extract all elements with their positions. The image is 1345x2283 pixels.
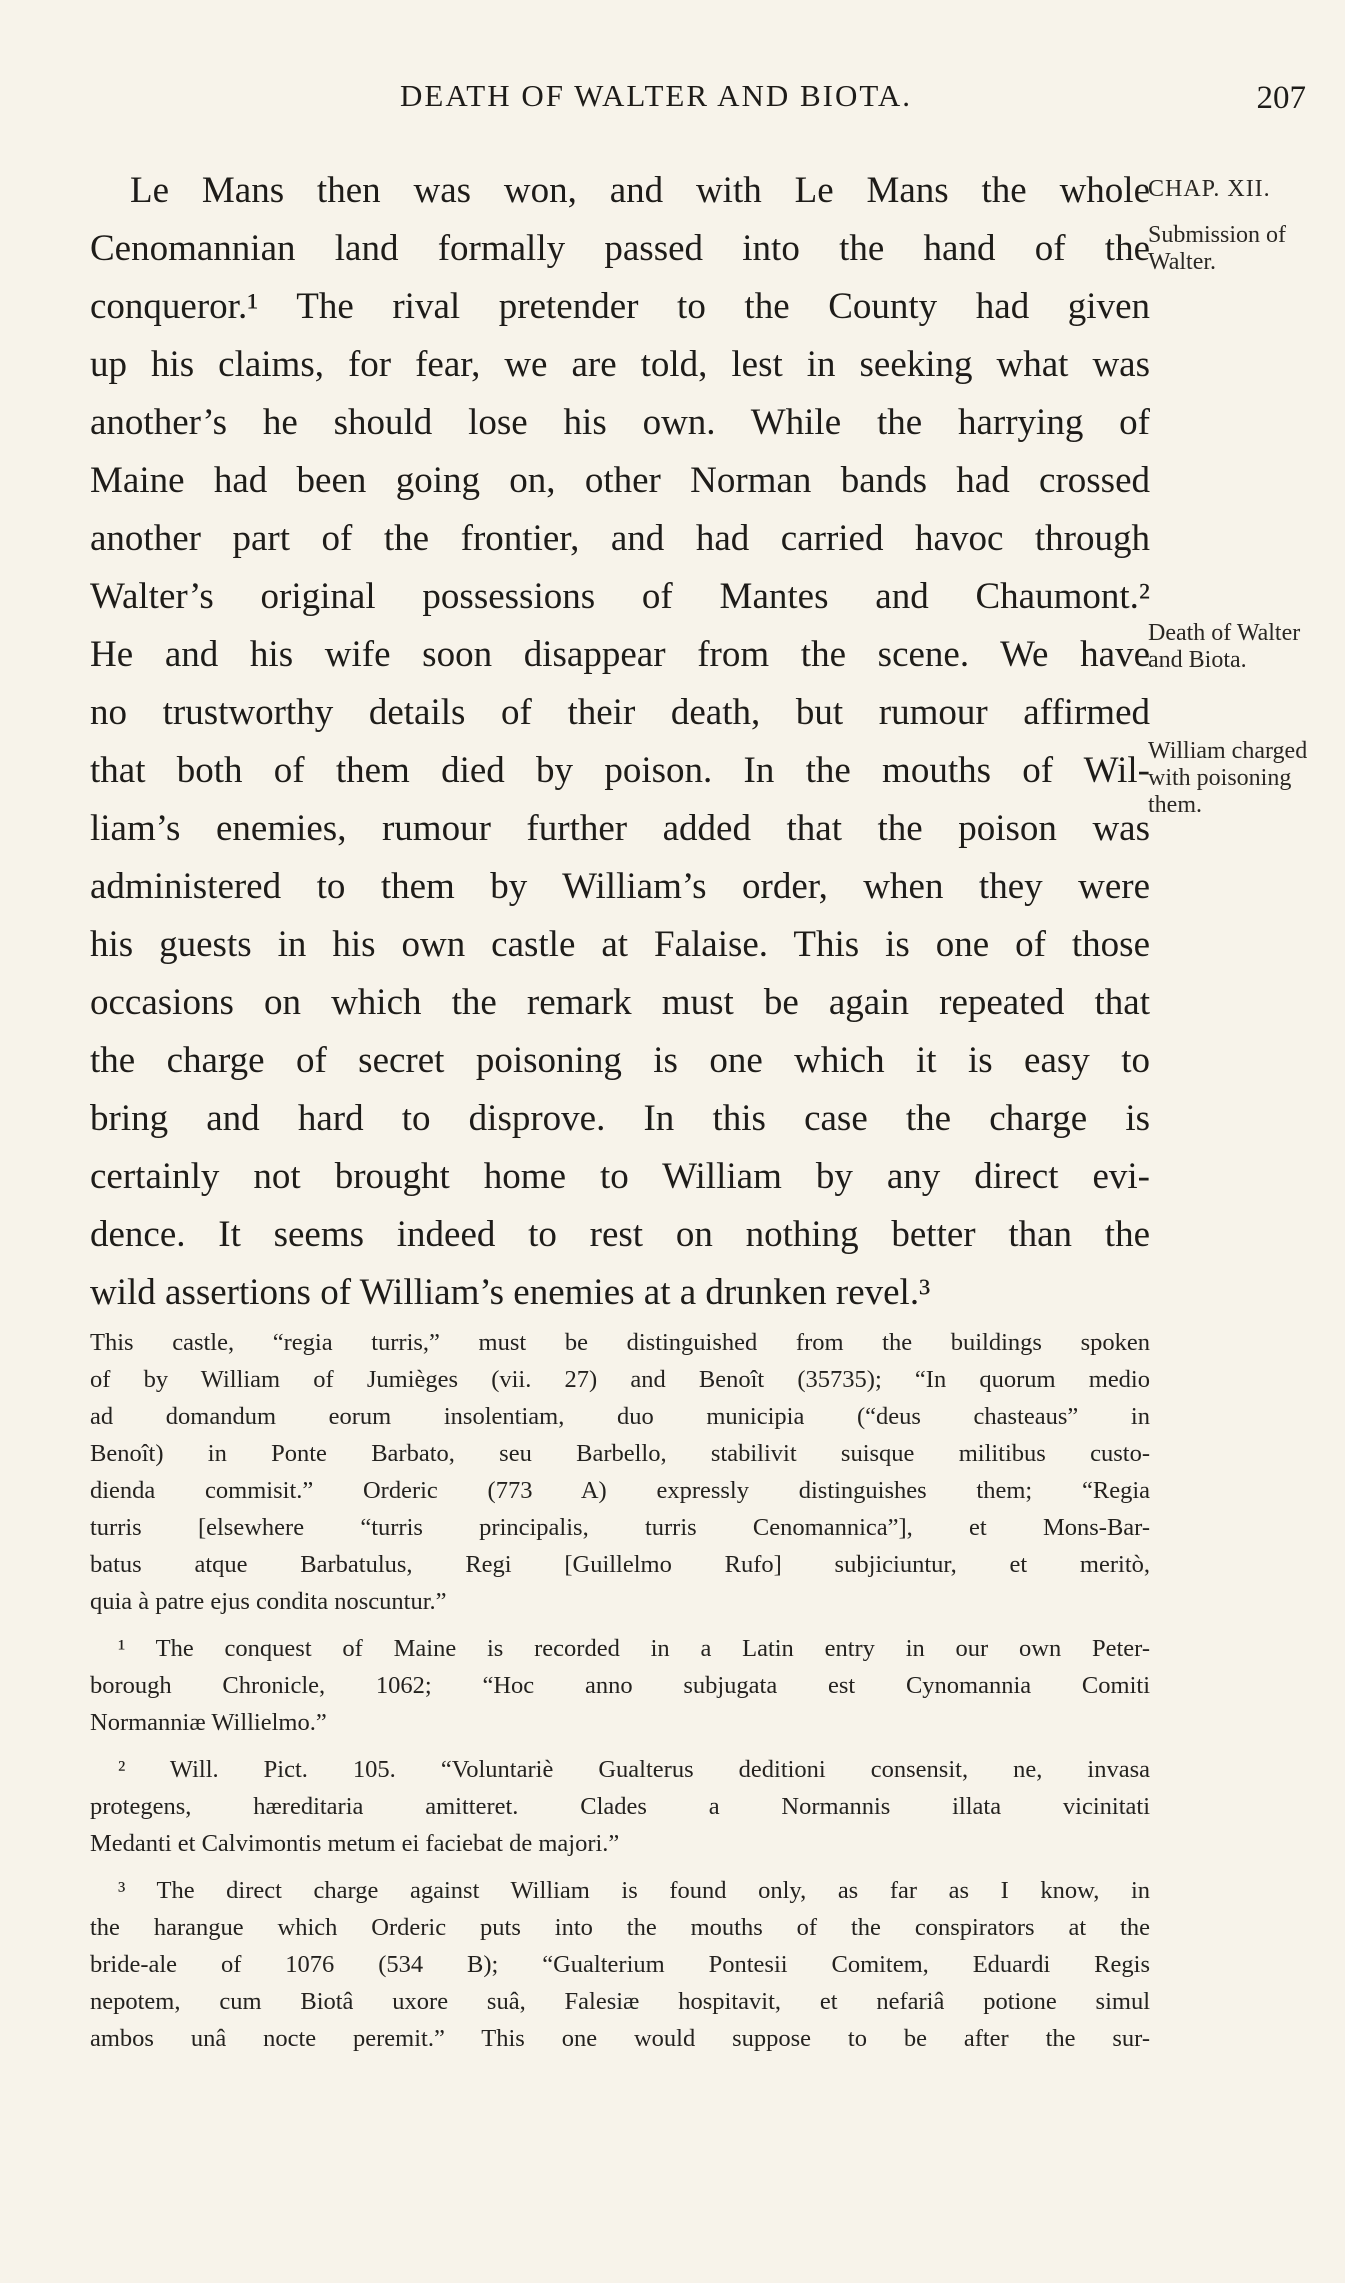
footnote-line: of by William of Jumièges (vii. 27) and Benoît (35735); “In quorum medio xyxy=(90,1366,1150,1393)
text-line: administered to them by William’s order, when they were xyxy=(90,866,1150,907)
text-line: up his claims, for fear, we are told, lest in seeking what was xyxy=(90,344,1150,385)
footnote-line: the harangue which Orderic puts into the mouths of the conspirators at the xyxy=(90,1914,1150,1941)
footnote-line: This castle, “regia turris,” must be distinguished from the buildings spoken xyxy=(90,1329,1150,1356)
text-line: liam’s enemies, rumour further added that the poison was xyxy=(90,808,1150,849)
main-text xyxy=(90,162,1150,1322)
footnote-line: dienda commisit.” Orderic (773 A) expressly distinguishes them; “Regia xyxy=(90,1477,1150,1504)
margin-note-poisoning: William charged with poisoning them. xyxy=(1148,738,1308,818)
margin-note-submission: Submission of Walter. xyxy=(1148,222,1287,275)
text-line: another part of the frontier, and had carried havoc through xyxy=(90,518,1150,559)
footnote-line: nepotem, cum Biotâ uxore suâ, Falesiæ hospitavit, et nefariâ potione simul xyxy=(90,1988,1150,2015)
footnote-line: Normanniæ Willielmo.” xyxy=(90,1709,327,1736)
text-line: dence. It seems indeed to rest on nothing better than the xyxy=(90,1214,1150,1255)
footnote-line: turris [elsewhere “turris principalis, turris Cenomannica”], et Mons-Bar- xyxy=(90,1514,1150,1541)
footnote-1: ¹ The conquest of Maine is recorded in a Latin entry in our own Peter- xyxy=(118,1635,1150,1662)
text-line: occasions on which the remark must be again repeated that xyxy=(90,982,1150,1023)
margin-chapter-label: CHAP. XII. xyxy=(1148,176,1271,202)
footnote-line: quia à patre ejus condita noscuntur.” xyxy=(90,1588,447,1615)
running-head-title: DEATH OF WALTER AND BIOTA. xyxy=(400,78,912,113)
text-line: Cenomannian land formally passed into the hand of the xyxy=(90,228,1150,269)
footnote-2: ² Will. Pict. 105. “Voluntariè Gualterus deditioni consensit, ne, invasa xyxy=(118,1756,1150,1783)
text-line: Maine had been going on, other Norman bands had crossed xyxy=(90,460,1150,501)
footnote-line: Benoît) in Ponte Barbato, seu Barbello, stabilivit suisque militibus custo- xyxy=(90,1440,1150,1467)
text-line: another’s he should lose his own. While the harrying of xyxy=(90,402,1150,443)
footnote-3: ³ The direct charge against William is found only, as far as I know, in xyxy=(118,1877,1150,1904)
running-head xyxy=(86,70,1306,130)
footnote-line: bride-ale of 1076 (534 B); “Gualterium Pontesii Comitem, Eduardi Regis xyxy=(90,1951,1150,1978)
page-number: 207 xyxy=(1256,80,1306,116)
footnote-line: ambos unâ nocte peremit.” This one would suppose to be after the sur- xyxy=(90,2025,1150,2052)
footnote-line: protegens, hæreditaria amitteret. Clades a Normannis illata vicinitati xyxy=(90,1793,1150,1820)
footnote-line: Medanti et Calvimontis metum ei faciebat de majori.” xyxy=(90,1830,620,1857)
footnote-line: ad domandum eorum insolentiam, duo municipia (“deus chasteaus” in xyxy=(90,1403,1150,1430)
footnote-line: borough Chronicle, 1062; “Hoc anno subjugata est Cynomannia Comiti xyxy=(90,1672,1150,1699)
text-line: wild assertions of William’s enemies at a drunken revel.³ xyxy=(90,1272,931,1313)
footnotes xyxy=(90,1324,1150,2057)
text-line: the charge of secret poisoning is one which it is easy to xyxy=(90,1040,1150,1081)
text-line: his guests in his own castle at Falaise. This is one of those xyxy=(90,924,1150,965)
text-line: conqueror.¹ The rival pretender to the County had given xyxy=(90,286,1150,327)
text-line: that both of them died by poison. In the mouths of Wil- xyxy=(90,750,1150,791)
text-line: He and his wife soon disappear from the scene. We have xyxy=(90,634,1150,675)
text-line: certainly not brought home to William by any direct evi- xyxy=(90,1156,1150,1197)
footnote-line: batus atque Barbatulus, Regi [Guillelmo Rufo] subjiciuntur, et meritò, xyxy=(90,1551,1150,1578)
text-line: bring and hard to disprove. In this case the charge is xyxy=(90,1098,1150,1139)
text-line: no trustworthy details of their death, but rumour affirmed xyxy=(90,692,1150,733)
text-line: Le Mans then was won, and with Le Mans the whole xyxy=(130,170,1150,211)
text-line: Walter’s original possessions of Mantes and Chaumont.² xyxy=(90,576,1150,617)
margin-note-death: Death of Walter and Biota. xyxy=(1148,620,1301,673)
